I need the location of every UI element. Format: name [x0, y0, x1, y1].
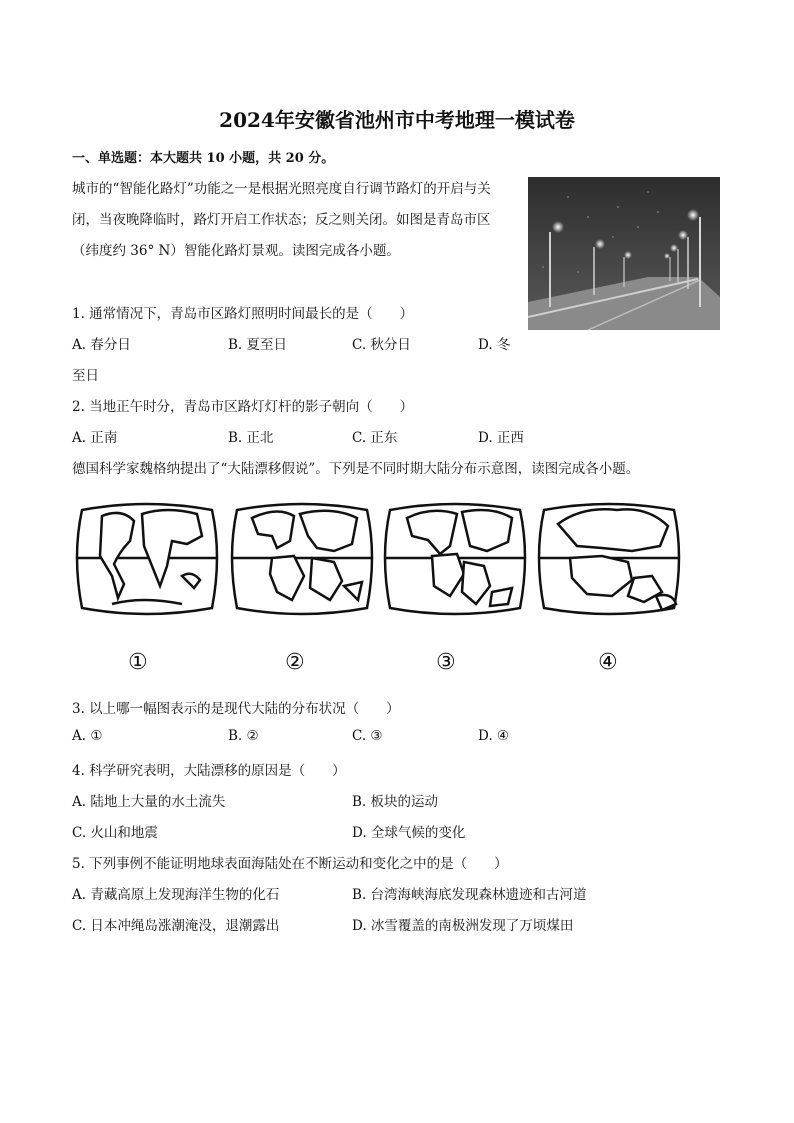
q3-option-c: C. ③: [352, 728, 383, 744]
q3-option-d: D. ④: [478, 728, 510, 744]
q4-option-a: A. 陆地上大量的水土流失: [72, 794, 226, 810]
q1-option-c: C. 秋分日: [352, 337, 411, 353]
q1-option-a: A. 春分日: [72, 337, 131, 353]
q3-option-a: A. ①: [72, 728, 103, 744]
q4-option-d: D. 全球气候的变化: [352, 825, 466, 841]
question-2-stem: 2. 当地正午时分，青岛市区路灯灯杆的影子朝向（ ）: [72, 399, 414, 415]
q5-option-a: A. 青藏高原上发现海洋生物的化石: [72, 887, 280, 903]
q2-option-c: C. 正东: [352, 430, 398, 446]
map-label-3: ③: [436, 650, 456, 675]
q2-option-a: A. 正南: [72, 430, 118, 446]
intro-2: 德国科学家魏格纳提出了“大陆漂移假说”。下列是不同时期大陆分布示意图，读图完成各小题。: [72, 461, 640, 477]
question-4-stem: 4. 科学研究表明，大陆漂移的原因是（ ）: [72, 763, 346, 779]
q4-option-b: B. 板块的运动: [352, 794, 439, 810]
map-label-4: ④: [598, 650, 618, 675]
map-label-2: ②: [285, 650, 305, 675]
intro-line: 闭，当夜晚降临时，路灯开启工作状态；反之则关闭。如图是青岛市区: [72, 212, 491, 228]
q4-option-c: C. 火山和地震: [72, 825, 158, 841]
section-heading: 一、单选题：本大题共 10 小题，共 20 分。: [72, 151, 335, 166]
q3-option-b: B. ②: [228, 728, 259, 744]
q5-option-b: B. 台湾海峡海底发现森林遗迹和古河道: [352, 887, 587, 903]
question-5-stem: 5. 下列事例不能证明地球表面海陆处在不断运动和变化之中的是（ ）: [72, 856, 508, 872]
question-1-stem: 1. 通常情况下，青岛市区路灯照明时间最长的是（ ）: [72, 306, 414, 322]
question-3-stem: 3. 以上哪一幅图表示的是现代大陆的分布状况（ ）: [72, 701, 400, 717]
continental-drift-maps: [72, 496, 682, 686]
q1-option-b: B. 夏至日: [228, 337, 288, 353]
q1-option-d: D. 冬: [478, 337, 511, 353]
q5-option-c: C. 日本冲绳岛涨潮淹没，退潮露出: [72, 918, 280, 934]
q1-option-d-wrap: 至日: [72, 368, 99, 384]
street-lamp-photo: [528, 177, 720, 330]
intro-line: 城市的“智能化路灯”功能之一是根据光照亮度自行调节路灯的开启与关: [72, 181, 491, 197]
q2-option-d: D. 正西: [478, 430, 524, 446]
q2-option-b: B. 正北: [228, 430, 274, 446]
q5-option-d: D. 冰雪覆盖的南极洲发现了万顷煤田: [352, 918, 574, 934]
page-title: 2024年安徽省池州市中考地理一模试卷: [219, 108, 575, 132]
map-label-1: ①: [128, 650, 148, 675]
intro-line: （纬度约 36° N）智能化路灯景观。读图完成各小题。: [72, 243, 400, 259]
